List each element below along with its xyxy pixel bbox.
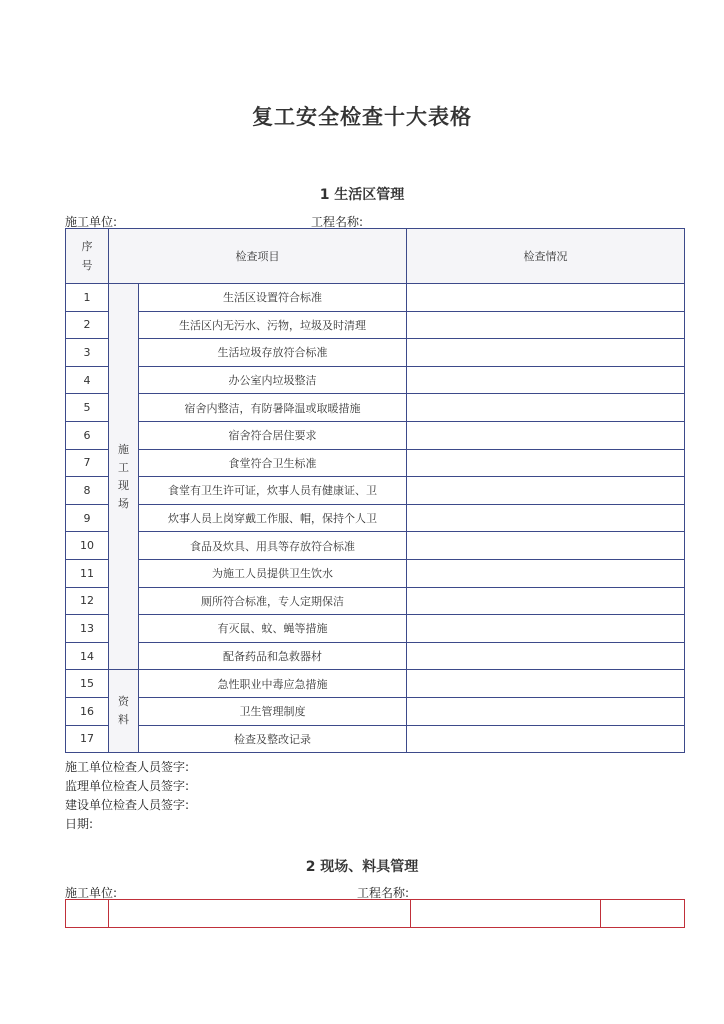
row-number: 7 [66, 449, 109, 477]
section-2-title: 2 现场、料具管理 [305, 859, 419, 875]
section-1-title: 1 生活区管理 [319, 187, 405, 203]
group-char: 场 [118, 496, 129, 510]
row-number: 1 [66, 284, 109, 312]
section-1-table [65, 228, 685, 753]
section-2-unit-label: 施工单位: [65, 886, 118, 900]
check-status-cell[interactable] [407, 284, 685, 312]
group-char: 资 [118, 695, 129, 709]
header-number [66, 229, 109, 284]
section-2-cell [411, 900, 601, 928]
group-site [109, 284, 139, 670]
table-row [66, 587, 685, 615]
check-item: 急性职业中毒应急措施 [139, 670, 407, 698]
section-2-project-label: 工程名称: [357, 886, 410, 900]
table-row [66, 504, 685, 532]
table-row [66, 311, 685, 339]
table-row [66, 477, 685, 505]
signature-supervisor: 监理单位检查人员签字: [65, 779, 190, 793]
section-2-table [65, 899, 685, 928]
check-status-cell[interactable] [407, 366, 685, 394]
row-number: 14 [66, 642, 109, 670]
check-status-cell[interactable] [407, 670, 685, 698]
check-item: 有灭鼠、蚊、蝇等措施 [139, 615, 407, 643]
check-status-cell[interactable] [407, 532, 685, 560]
check-status-cell[interactable] [407, 339, 685, 367]
row-number: 16 [66, 697, 109, 725]
check-item: 卫生管理制度 [139, 697, 407, 725]
header-number-top: 序 [81, 240, 93, 253]
group-documents [109, 670, 139, 753]
header-status: 检查情况 [407, 229, 685, 284]
signature-contractor: 施工单位检查人员签字: [65, 760, 190, 774]
row-number: 4 [66, 366, 109, 394]
group-char: 工 [118, 460, 129, 474]
row-number: 2 [66, 311, 109, 339]
table-header-row [66, 229, 685, 284]
check-item: 食堂符合卫生标准 [139, 449, 407, 477]
check-status-cell[interactable] [407, 311, 685, 339]
check-status-cell[interactable] [407, 559, 685, 587]
table-row [66, 284, 685, 312]
table-row [66, 532, 685, 560]
signature-owner: 建设单位检查人员签字: [65, 798, 190, 812]
row-number: 13 [66, 615, 109, 643]
table-row [66, 725, 685, 753]
table-row [66, 615, 685, 643]
check-item: 检查及整改记录 [139, 725, 407, 753]
check-item: 为施工人员提供卫生饮水 [139, 559, 407, 587]
row-number: 11 [66, 559, 109, 587]
check-item: 食品及炊具、用具等存放符合标准 [139, 532, 407, 560]
table-row [66, 421, 685, 449]
row-number: 3 [66, 339, 109, 367]
section-1-project-label: 工程名称: [311, 215, 364, 229]
check-status-cell[interactable] [407, 477, 685, 505]
row-number: 6 [66, 421, 109, 449]
table-row [66, 339, 685, 367]
table-row [66, 642, 685, 670]
document-title: 复工安全检查十大表格 [252, 105, 472, 129]
check-item: 生活区内无污水、污物，垃圾及时清理 [139, 311, 407, 339]
check-item: 生活垃圾存放符合标准 [139, 339, 407, 367]
row-number: 9 [66, 504, 109, 532]
check-status-cell[interactable] [407, 615, 685, 643]
check-status-cell[interactable] [407, 725, 685, 753]
group-char: 施 [118, 442, 129, 456]
check-status-cell[interactable] [407, 587, 685, 615]
check-status-cell[interactable] [407, 421, 685, 449]
check-item: 炊事人员上岗穿戴工作服、帽，保持个人卫 [139, 504, 407, 532]
table-row [66, 366, 685, 394]
section-2-cell [601, 900, 685, 928]
check-item: 配备药品和急救器材 [139, 642, 407, 670]
check-status-cell[interactable] [407, 642, 685, 670]
row-number: 5 [66, 394, 109, 422]
section-2-cell [66, 900, 109, 928]
check-item: 宿舍符合居住要求 [139, 421, 407, 449]
check-item: 厕所符合标准，专人定期保洁 [139, 587, 407, 615]
table-row [66, 697, 685, 725]
table-row [66, 670, 685, 698]
table-row [66, 559, 685, 587]
check-item: 生活区设置符合标准 [139, 284, 407, 312]
group-char: 料 [118, 713, 129, 727]
check-status-cell[interactable] [407, 449, 685, 477]
header-number-bottom: 号 [81, 259, 93, 272]
header-item: 检查项目 [109, 229, 407, 284]
row-number: 8 [66, 477, 109, 505]
check-status-cell[interactable] [407, 394, 685, 422]
table-row [66, 449, 685, 477]
table-row [66, 394, 685, 422]
section-2-table-row [66, 900, 685, 928]
row-number: 17 [66, 725, 109, 753]
check-item: 办公室内垃圾整洁 [139, 366, 407, 394]
group-char: 现 [118, 478, 129, 492]
check-status-cell[interactable] [407, 504, 685, 532]
check-item: 食堂有卫生许可证，炊事人员有健康证、卫 [139, 477, 407, 505]
section-1-unit-label: 施工单位: [65, 215, 118, 229]
section-2-cell [109, 900, 411, 928]
row-number: 15 [66, 670, 109, 698]
row-number: 10 [66, 532, 109, 560]
signature-date: 日期: [65, 817, 94, 831]
row-number: 12 [66, 587, 109, 615]
check-item: 宿舍内整洁，有防暑降温或取暖措施 [139, 394, 407, 422]
check-status-cell[interactable] [407, 697, 685, 725]
